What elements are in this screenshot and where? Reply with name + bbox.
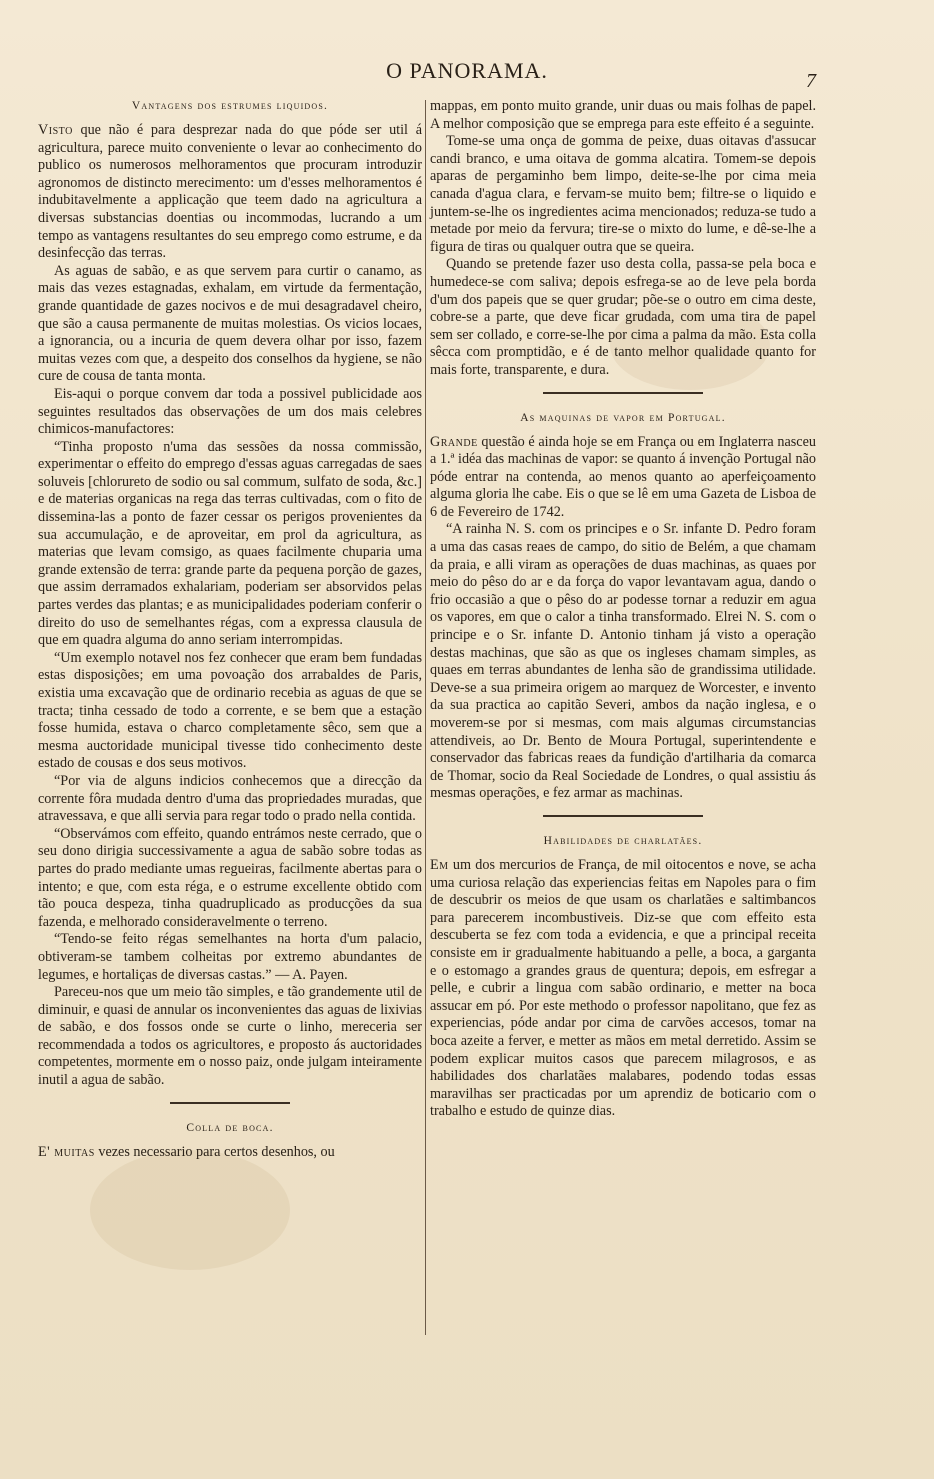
paragraph: “A rainha N. S. com os principes e o Sr. infante D. Pedro foram a uma das casas reaes de campo, do sitio de Belém, a que chamam da praia, e alli viram as operações de duas machinas, as quaes por meio do pêso do ar e da força do vapor levantavam agua, dando o frio occasião a que o pêso do ar podesse tornar a reduzir em agua os vapores, em que o calor a tinha transformado. Elrei N. S. com o principe e o Sr. infante D. Antonio tinham já visto a operação destas machinas, que são as que os ingleses chamam simples, as quaes em terras abundantes de lenha são de grandissima utilidade. Deve-se a sua primeira origem ao marquez de Worcester, e invento da sua practica ao capitão Severi, ambos da nação inglesa, e o moverem-se por si mesmas, com mais algumas circumstancias attendiveis, ao Dr. Bento de Moura Portugal, superintendente e conservador das fabricas reaes da fundição d'artilharia da comarca de Thomar, socio da Real Sociedade de Londres, o qual assistiu ás mesmas operações, e fez armar as machinas. (430, 521, 816, 802)
paragraph: Visto que não é para desprezar nada do que póde ser util á agricultura, parece muito conveniente o levar ao conhecimento do publico os numerosos melhoramentos que procuram introduzir agronomos de distincto merecimento: um d'esses melhoramentos é indubitavelmente a applicação que teem dado na agricultura a diversas substancias doentias ou incommodas, lucrando a um tempo as vantagens resultantes do seu emprego como estrume, e da desinfecção das terras. (38, 122, 422, 262)
section-rule (170, 1102, 290, 1104)
section-title-vapor: As maquinas de vapor em Portugal. (520, 411, 726, 424)
section-title-estrumes: Vantagens dos estrumes liquidos. (131, 100, 329, 112)
lead-word: Em (430, 856, 449, 873)
paragraph: “Tendo-se feito régas semelhantes na horta d'um palacio, obtiveram-se tambem colheitas por extremo abundantes de legumes, e hortaliças de diversas castas.” — A. Payen. (38, 931, 422, 983)
paragraph: “Observámos com effeito, quando entrámos neste cerrado, que o seu dono dirigia successivamente a agua de sabão sobre todas as partes do prado mediante umas regueiras, facilmente abertas para o intento; e que, com esta réga, e o estrume excellente obtido com tão pouca despeza, tinha quadruplicado as producções da sua fazenda, e melhorado consideravelmente o terreno. (38, 825, 422, 930)
paragraph: “Um exemplo notavel nos fez conhecer que eram bem fundadas estas disposições; em uma povoação dos arrabaldes de Paris, existia uma excavação que de ordinario recebia as aguas de que se tracta; tinha cessado de todo a corrente, e se bem que a estação fosse humida, estava o charco completamente sêco, sem que a mesma auctoridade municipal tivesse tido conhecimento deste estado de cousas e dos seus motivos. (38, 649, 422, 772)
paragraph: Quando se pretende fazer uso desta colla, passa-se pela boca e humedece-se com saliva; depois esfrega-se ao de leve pela borda d'um dos papeis que se quer grudar; põe-se o outro em cima deste, cobre-se a parte, que deve ficar grudada, com uma tira de papel sem ser collado, e corre-se-lhe por cima a palma da mão. Esta colla sêcca com promptidão, e é de tanto melhor qualidade quanto for mais forte, transparente, e dura. (430, 256, 816, 378)
right-column (430, 98, 816, 1121)
paragraph: Em um dos mercurios de França, de mil oitocentos e nove, se acha uma curiosa relação das experiencias feitas em Napoles para o fim de descubrir os meios de que usam os charlatães e saltimbancos para parecerem incombustiveis. Diz-se que com effeito esta descuberta se fez com toda a evidencia, e que a principal receita consiste em ir gradualmente habituando a pelle, a boca, a garganta e o estomago a grandes graus de quentura; depois, em esfregar a pelle, e cubrir a lingua com sabão ordinario, e metter na boca assucar em pó. Por este methodo o professor napolitano, que fez as experiencias, póde andar por cima de carvões accesos, tomar na boca azeite a ferver, e metter as mãos em metal derretido. Assim se podem explicar muitos casos que parecem milagrosos, e as habilidades dos charlatães malabares, podendo todas essas maravilhas ser practicadas por um aprendiz de boticario com o trabalho e estudo de quinze dias. (430, 856, 816, 1120)
paragraph: E' muitas vezes necessario para certos desenhos, ou (38, 1143, 335, 1160)
section-rule (543, 392, 703, 394)
paragraph: As aguas de sabão, e as que servem para curtir o canamo, as mais das vezes estagnadas, exhalam, em virtude da fermentação, grande quantidade de gazes nocivos e de mui desagradavel cheiro, que são a causa permanente de muitas molestias. Os vicios locaes, a ignorancia, ou a incuria de quem devera olhar por isso, fazem muitas vezes com que, a despeito dos conselhos da hygiene, se não cure de cousa de tanta monta. (38, 262, 422, 385)
section-title-charlataes: Habilidades de charlatães. (543, 834, 703, 847)
lead-word: Grande (430, 433, 478, 450)
running-title: O PANORAMA. (386, 58, 548, 83)
lead-word: E' muitas (38, 1143, 95, 1160)
page-number: 7 (806, 70, 816, 92)
paragraph: “Tinha proposto n'uma das sessões da nossa commissão, experimentar o effeito do emprego d'essas aguas carregadas de saes soluveis [chlorureto de sodio ou sal commum, sulfato de soda, &c.] e de materias organicas na rega das terras cultivadas, com o fito de dissemina-las a ponto de fazer cessar os perigos provenientes da sua accumulação, e de aproveitar, em prol da agricultura, as materias que levam comsigo, as quaes facilmente chuparia uma grande extensão de terra: grande parte da pequena porção de gazes, que assim derramados exhalariam, poderiam ser absorvidos pelas partes verdes das plantas; e as municipalidades poderiam conferir o direito do uso de semelhantes régas, com a expressa clausula de que em quadra alguma do anno seriam interrompidas. (38, 438, 422, 649)
paragraph: “Por via de alguns indicios conhecemos que a direcção da corrente fôra mudada dentro d'uma das propriedades muradas, que atravessava, e que alli servia para regar todo o prado nella contida. (38, 772, 422, 825)
lead-word: Visto (38, 122, 73, 138)
section-title-colla: Colla de boca. (186, 1121, 274, 1134)
paper-stain (90, 1150, 290, 1270)
column-divider (425, 100, 426, 1335)
section-rule (543, 815, 703, 817)
paragraph: Tome-se uma onça de gomma de peixe, duas oitavas d'assucar candi branco, e uma oitava de gomma alcatira. Tomem-se depois aparas de pergaminho bem limpo, deite-se-lhe por cima meia canada d'agua clara, e fervam-se muito bem; filtre-se o liquido e juntem-se-lhe os ingredientes acima mencionados; reduza-se tudo a metade por meio da fervura; tire-se o mixto do lume, e dê-se-lhe a figura de tiras ou qualquer outra que se queira. (430, 133, 816, 255)
paragraph: mappas, em ponto muito grande, unir duas ou mais folhas de papel. A melhor composição que se emprega para este effeito é a seguinte. (430, 98, 816, 132)
paragraph: Eis-aqui o porque convem dar toda a possivel publicidade aos seguintes resultados das observações de um dos mais celebres chimicos-manufactores: (38, 385, 422, 438)
paragraph: Pareceu-nos que um meio tão simples, e tão grandemente util de diminuir, e quasi de annular os inconvenientes das aguas de lixivias de sabão, e dos fossos onde se curte o linho, mereceria ser recommendada a todos os agricultores, e proposto ás auctoridades competentes, mormente em o nosso paiz, onde julgam inteiramente inutil a agua de sabão. (38, 984, 422, 1089)
paragraph: Grande questão é ainda hoje se em França ou em Inglaterra nasceu a 1.ª idéa das machinas de vapor: se quanto á invenção Portugal não póde entrar na contenda, ao menos quanto ao aperfeiçoamento alguma gloria lhe cabe. Eis o que se lê em uma Gazeta de Lisboa de 6 de Fevereiro de 1742. (430, 433, 816, 520)
left-column (38, 98, 422, 1161)
